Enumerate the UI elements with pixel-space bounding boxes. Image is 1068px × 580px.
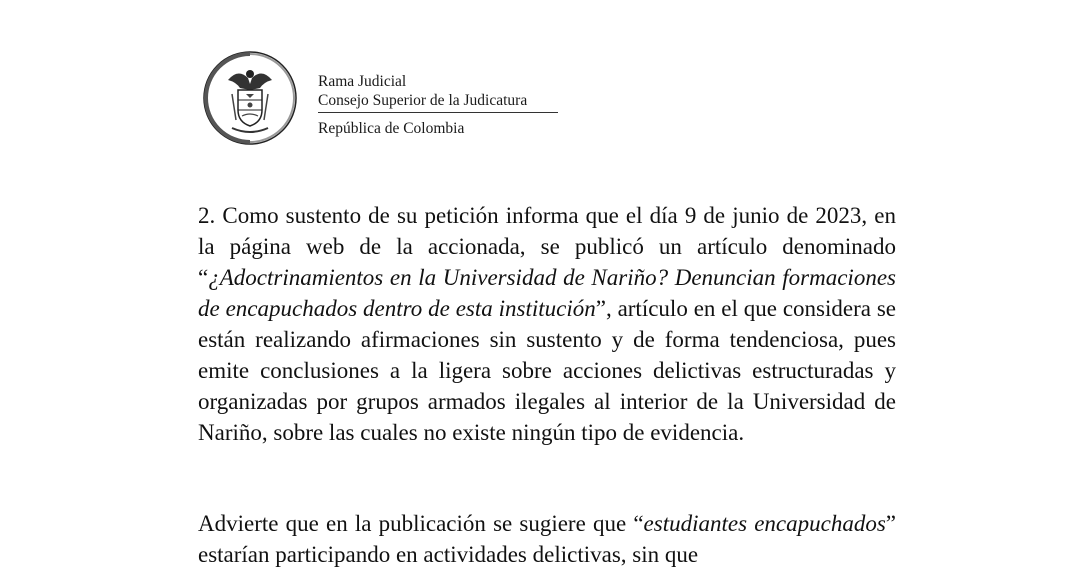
paragraph-2-italic: estudiantes encapuchados: [643, 511, 886, 536]
colombia-coat-of-arms-icon: [202, 50, 298, 146]
paragraph-1-intro: 2. Como sustento de su petición informa que el día 9 de junio de 2023, en la página web de la accionada, se publicó un artículo denominado “: [198, 203, 896, 290]
letterhead-country: República de Colombia: [318, 120, 465, 137]
letterhead: [0, 0, 1068, 160]
letterhead-line-1: Rama Judicial: [318, 73, 407, 90]
letterhead-divider: [318, 112, 558, 113]
paragraph-1-rest: ”, artículo en el que considera se están realizando afirmaciones sin sustento y de forma tendenciosa, pues emite conclusiones a la ligera sobre acciones delictivas estructuradas y organizadas por grupos armados ilegales al interior de la Universidad de Nariño, sobre las cuales no existe ningún tipo de evidencia.: [198, 296, 896, 445]
paragraph-1: [198, 200, 896, 448]
letterhead-line-2: Consejo Superior de la Judicatura: [318, 92, 528, 109]
paragraph-2-intro: Advierte que en la publicación se sugiere que “: [198, 511, 644, 536]
article-title: ¿Adoctrinamientos en la Universidad de Nariño? Denuncian formaciones de encapuchados dentro de esta institución: [198, 265, 896, 321]
letterhead-text: [318, 72, 527, 110]
paragraph-2-rest: ” estarían participando en actividades delictivas, sin que: [198, 511, 896, 567]
paragraph-2: [198, 508, 896, 570]
